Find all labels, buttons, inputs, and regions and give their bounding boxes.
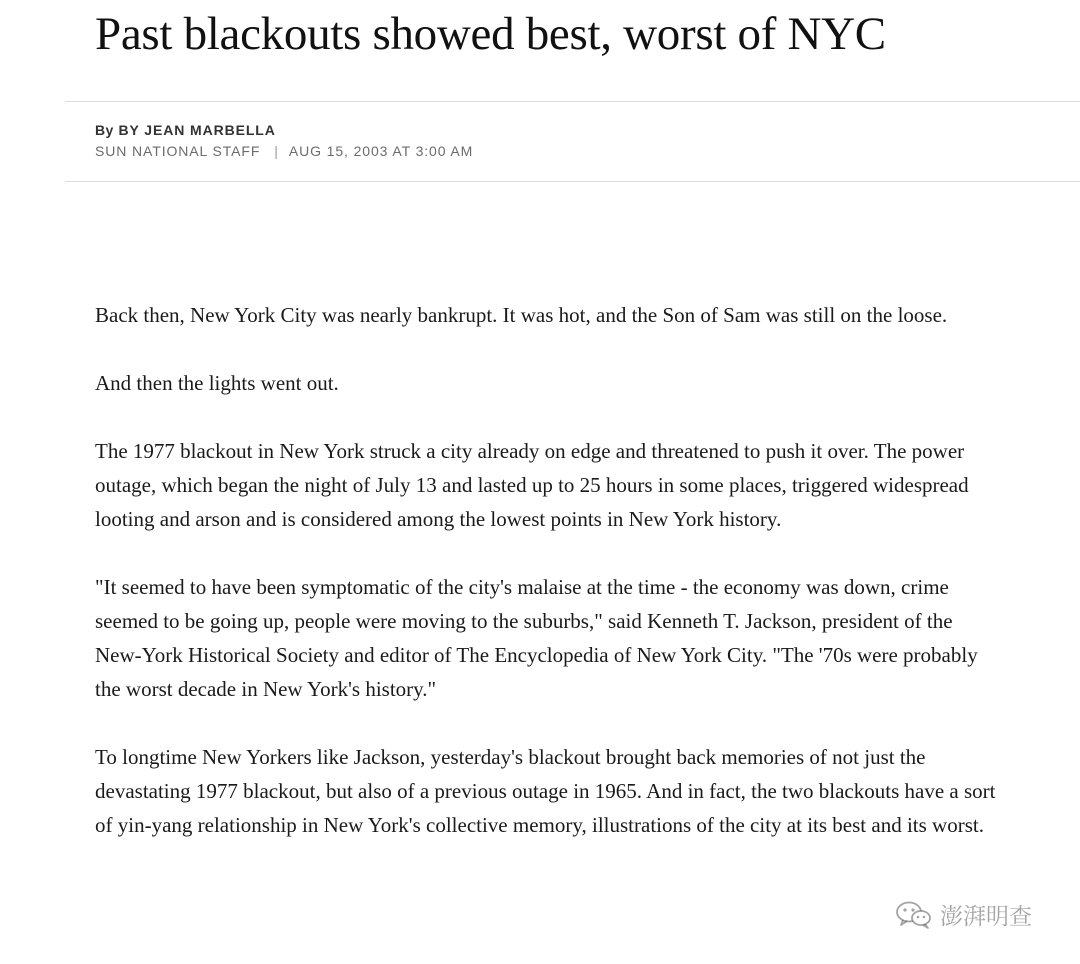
header-divider-top — [65, 101, 1080, 102]
watermark — [894, 898, 1032, 931]
paragraph: The 1977 blackout in New York struck a city already on edge and threatened to push it over. The power outage, which began the night of July 13 and lasted up to 25 hours in some places, triggered widespread looting and arson and is considered among the lowest points in New York history. — [95, 439, 969, 531]
header-divider-bottom — [65, 181, 1080, 182]
byline-prefix: By — [95, 122, 114, 138]
publish-date: AUG 15, 2003 AT 3:00 AM — [288, 143, 474, 159]
paragraph: And then the lights went out. — [95, 371, 339, 395]
article-meta — [95, 143, 473, 159]
paragraph: To longtime New Yorkers like Jackson, yesterday's blackout brought back memories of not just the devastating 1977 blackout, but also of a previous outage in 1965. And in fact, the two blackouts have a sort of yin-yang relationship in New York's collective memory, illustrations of the city at its best and its worst. — [95, 745, 996, 837]
meta-separator: | — [274, 143, 279, 159]
staff-label: SUN NATIONAL STAFF — [95, 143, 261, 159]
wechat-icon — [894, 900, 934, 930]
headline: Past blackouts showed best, worst of NYC — [95, 8, 886, 60]
author-name[interactable]: BY JEAN MARBELLA — [118, 122, 276, 138]
paragraph: "It seemed to have been symptomatic of the city's malaise at the time - the economy was down, crime seemed to be going up, people were moving to the suburbs," said Kenneth T. Jackson, president of the New-York Historical Society and editor of The Encyclopedia of New York City. "The '70s were probably the worst decade in New York's history." — [95, 575, 978, 701]
article-body — [95, 298, 1000, 876]
watermark-text: 澎湃明查 — [940, 904, 1032, 930]
byline — [95, 122, 276, 138]
paragraph: Back then, New York City was nearly bankrupt. It was hot, and the Son of Sam was still on the loose. — [95, 303, 948, 327]
